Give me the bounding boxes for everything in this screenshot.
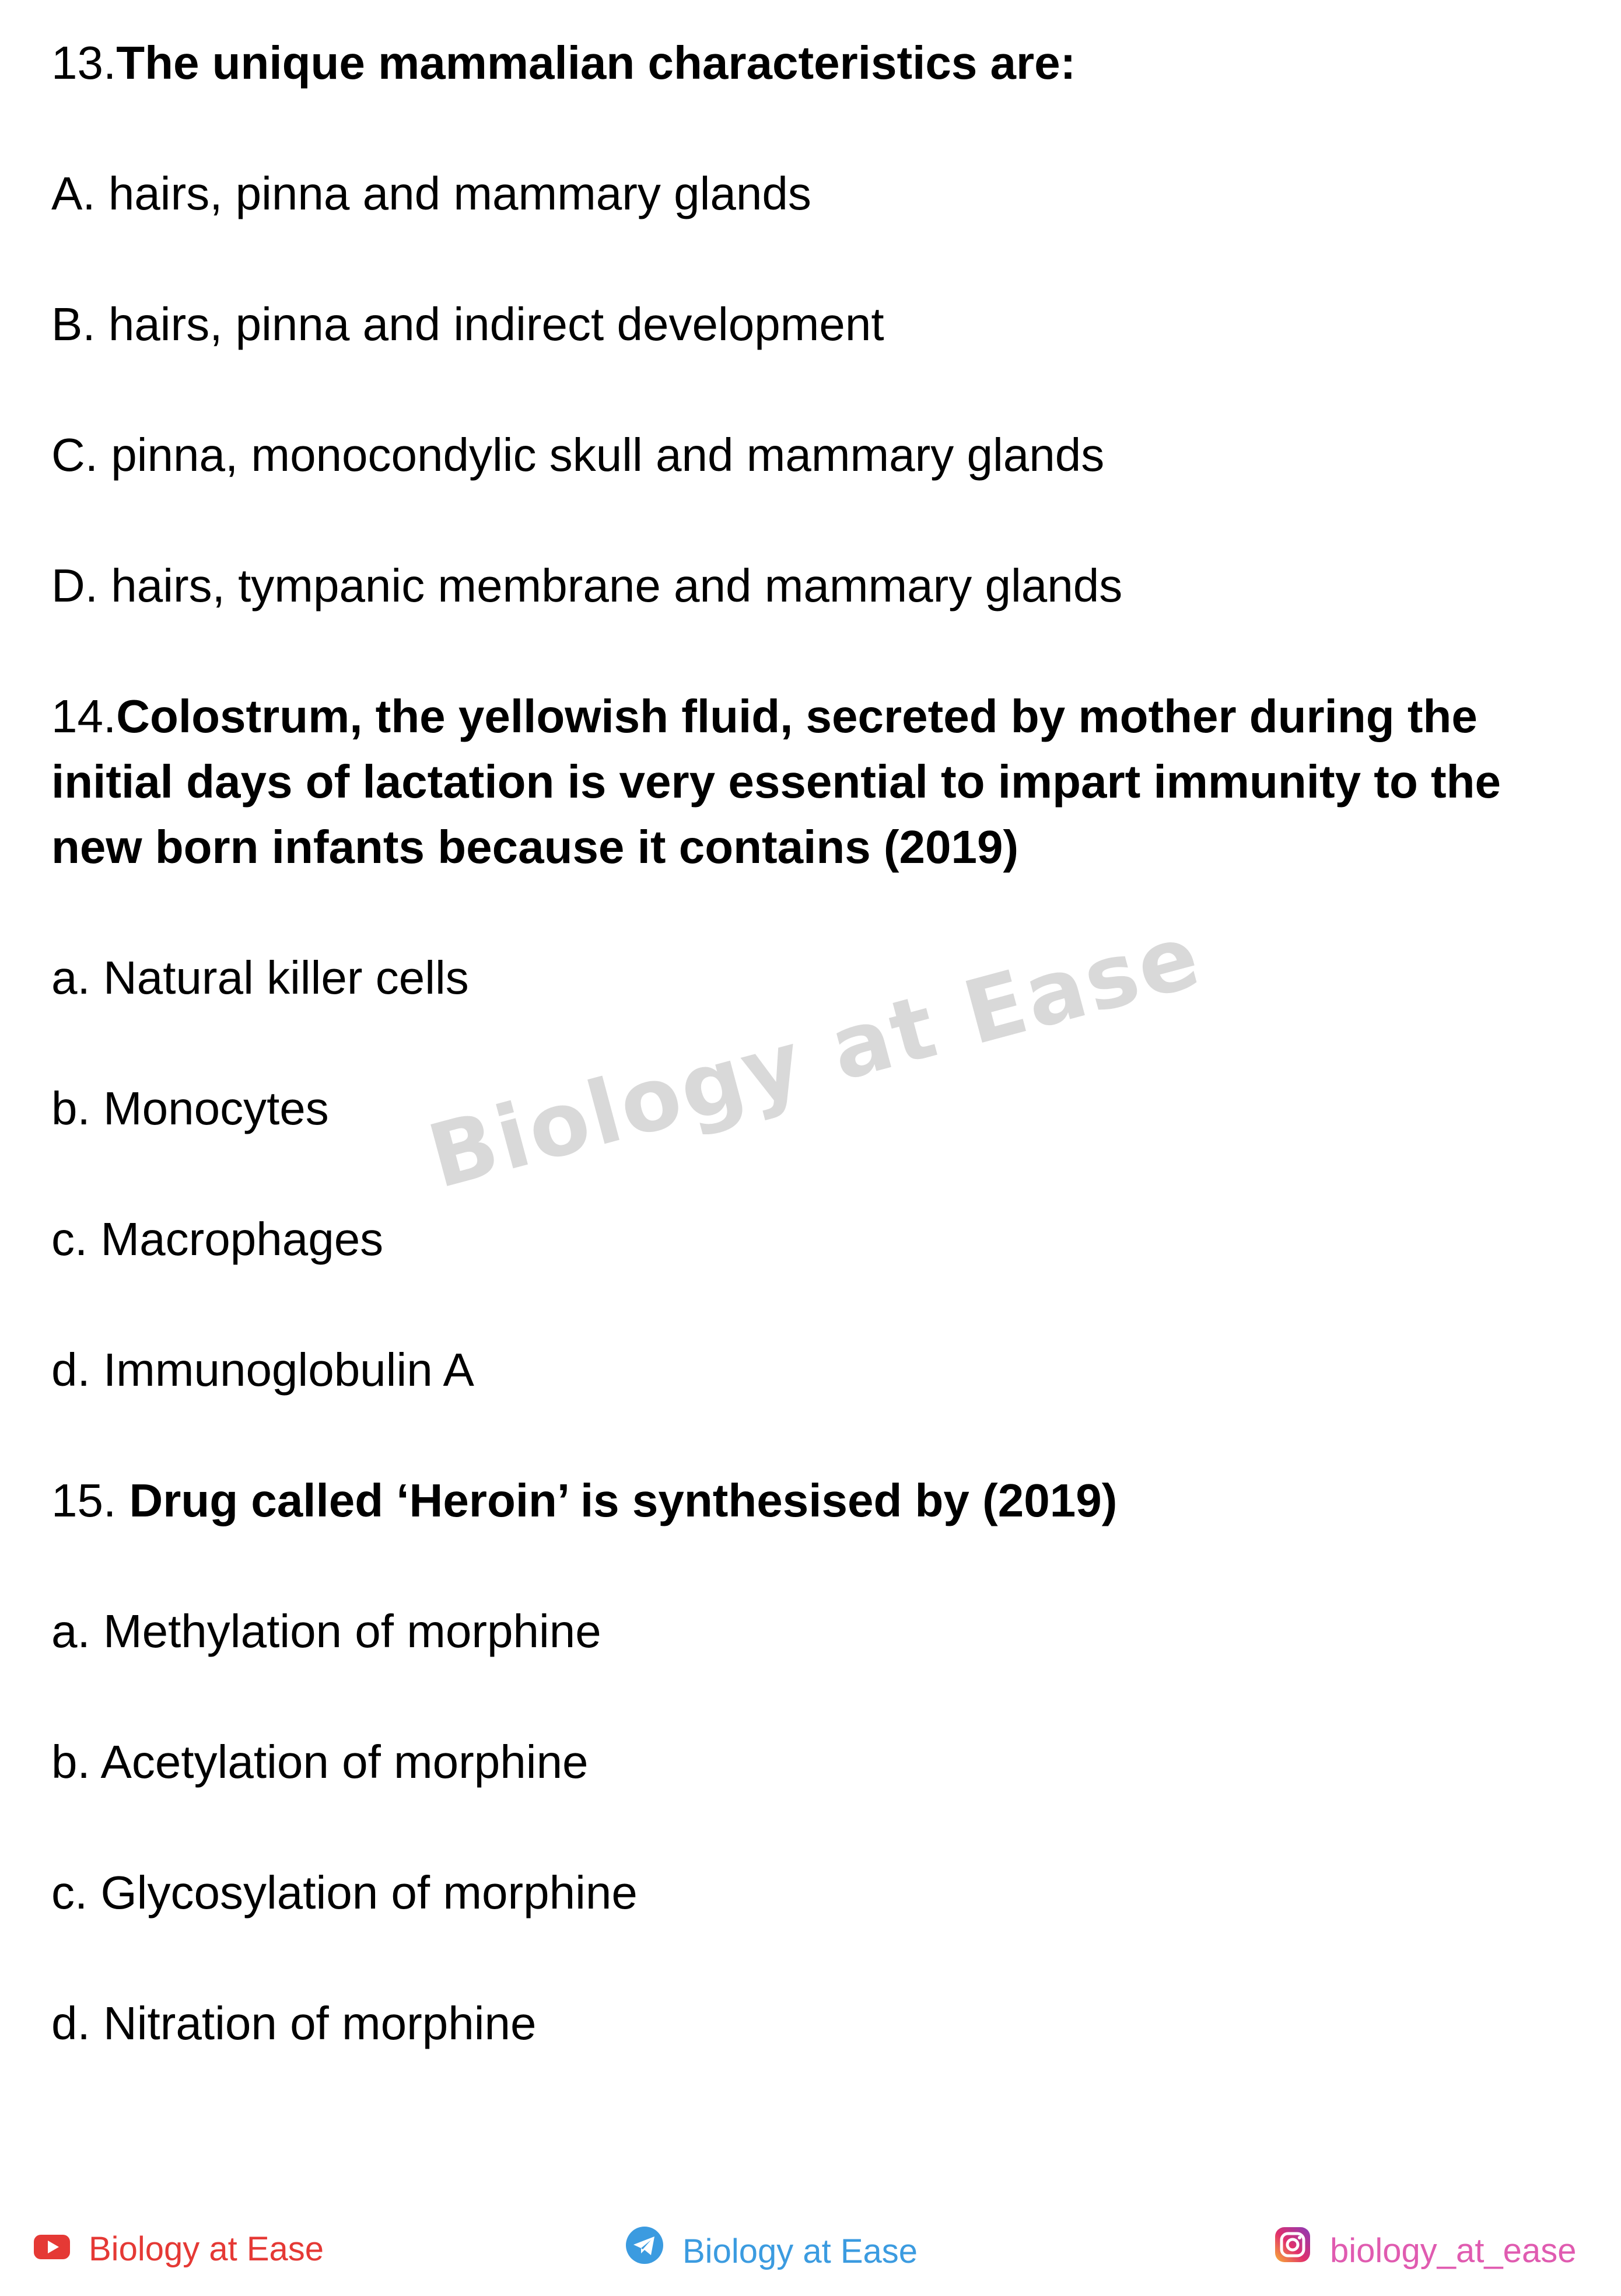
question-number: 13.	[51, 37, 117, 89]
telegram-link[interactable]	[625, 2226, 918, 2277]
option-13-a: A. hairs, pinna and mammary glands	[51, 167, 811, 219]
option-15-c: c. Glycosylation of morphine	[51, 1867, 638, 1918]
option-13-c: C. pinna, monocondylic skull and mammary glands	[51, 429, 1105, 481]
instagram-link[interactable]	[1274, 2226, 1576, 2276]
option-14-d: d. Immunoglobulin A	[51, 1344, 474, 1396]
option-15-b: b. Acetylation of morphine	[51, 1736, 589, 1788]
option-15-d: d. Nitration of morphine	[51, 1997, 537, 2049]
option-14-b: b. Monocytes	[51, 1082, 329, 1134]
option-13-b: B. hairs, pinna and indirect development	[51, 298, 884, 350]
question-text: Drug called ‘Heroin’ is synthesised by (2019)	[129, 1474, 1118, 1526]
question-15	[51, 1468, 1580, 1533]
footer	[0, 2226, 1621, 2273]
option-13-d: D. hairs, tympanic membrane and mammary glands	[51, 560, 1123, 611]
telegram-label: Biology at Ease	[682, 2232, 918, 2270]
question-text: The unique mammalian characteristics are:	[116, 37, 1076, 89]
youtube-label: Biology at Ease	[89, 2230, 324, 2268]
option-14-a: a. Natural killer cells	[51, 952, 469, 1004]
youtube-link[interactable]	[34, 2226, 324, 2273]
watermark: Biology at Ease	[418, 904, 1212, 1209]
question-14	[51, 684, 1580, 880]
question-text: Colostrum, the yellowish fluid, secreted by mother during the initial days of lactation is very essential to impart immunity to the new born infants because it contains (2019)	[51, 690, 1501, 873]
question-number: 15.	[51, 1474, 129, 1526]
option-15-a: a. Methylation of morphine	[51, 1605, 601, 1657]
question-number: 14.	[51, 690, 117, 742]
option-14-c: c. Macrophages	[51, 1213, 384, 1265]
instagram-icon	[1274, 2226, 1311, 2276]
telegram-icon	[625, 2226, 664, 2277]
youtube-icon	[34, 2226, 70, 2273]
instagram-label: biology_at_ease	[1330, 2231, 1577, 2270]
question-13	[51, 30, 1580, 96]
